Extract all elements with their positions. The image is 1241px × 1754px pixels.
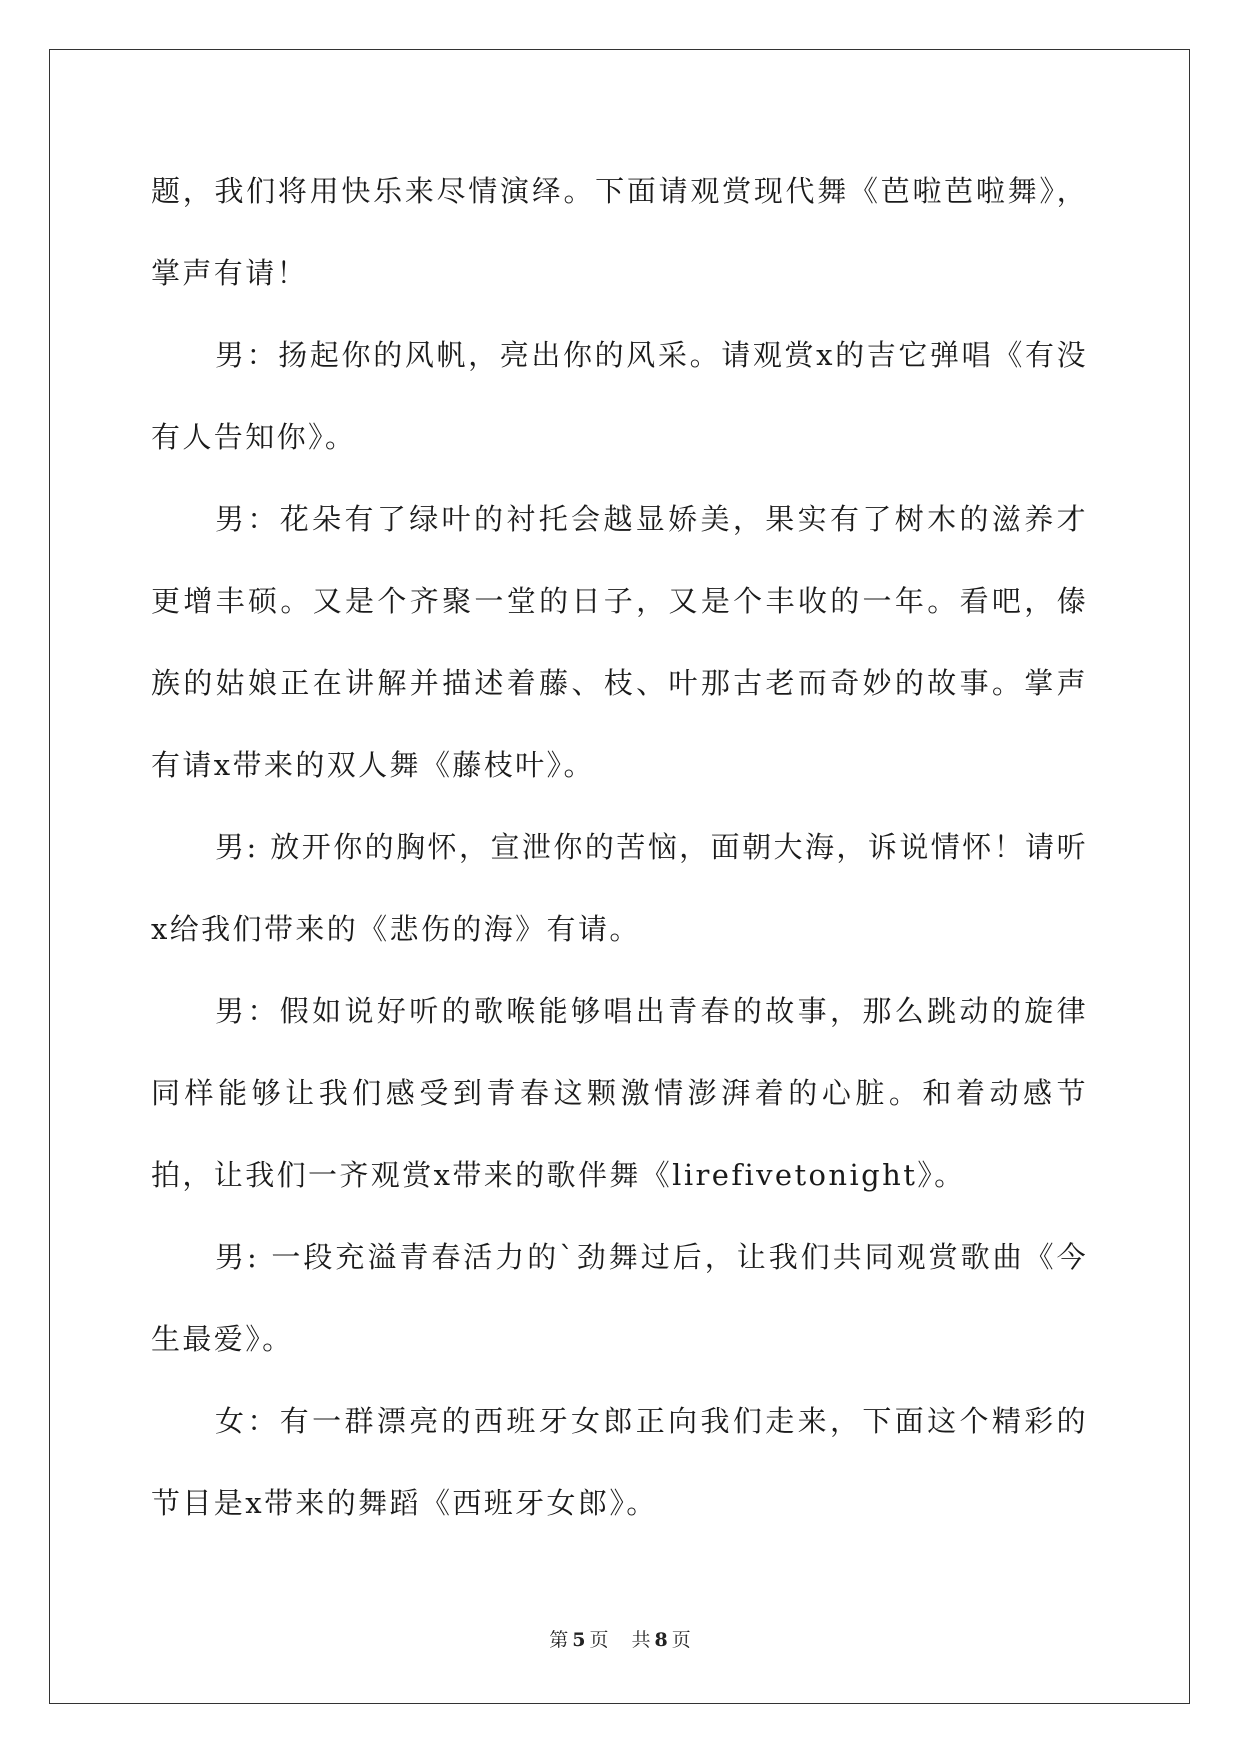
page-footer (0, 1625, 1241, 1652)
paragraph: 女：有一群漂亮的西班牙女郎正向我们走来，下面这个精彩的节目是x带来的舞蹈《西班牙女郎》。 (151, 1404, 1088, 1520)
page-number-prefix: 第 (549, 1629, 570, 1651)
document-body (151, 150, 1088, 1544)
total-pages-prefix: 共 (631, 1629, 652, 1651)
paragraph: 题，我们将用快乐来尽情演绎。下面请观赏现代舞《芭啦芭啦舞》，掌声有请！ (151, 174, 1088, 290)
total-page-count: 8 (654, 1629, 669, 1651)
paragraph: 男：假如说好听的歌喉能够唱出青春的故事，那么跳动的旋律同样能够让我们感受到青春这颗激情澎湃着的心脏。和着动感节拍，让我们一齐观赏x带来的歌伴舞《lirefivetonight》。 (151, 994, 1088, 1192)
paragraph: 男：花朵有了绿叶的衬托会越显娇美，果实有了树木的滋养才更增丰硕。又是个齐聚一堂的日子，又是个丰收的一年。看吧，傣族的姑娘正在讲解并描述着藤、枝、叶那古老而奇妙的故事。掌声有请x带来的双人舞《藤枝叶》。 (151, 502, 1088, 782)
total-pages-suffix: 页 (671, 1629, 692, 1651)
page-number-suffix: 页 (589, 1629, 610, 1651)
paragraph: 男: 放开你的胸怀，宣泄你的苦恼，面朝大海，诉说情怀！请听x给我们带来的《悲伤的海》有请。 (151, 830, 1088, 946)
current-page-number: 5 (572, 1629, 587, 1651)
paragraph: 男: 一段充溢青春活力的`劲舞过后，让我们共同观赏歌曲《今生最爱》。 (151, 1240, 1088, 1356)
paragraph: 男：扬起你的风帆，亮出你的风采。请观赏x的吉它弹唱《有没有人告知你》。 (151, 338, 1088, 454)
